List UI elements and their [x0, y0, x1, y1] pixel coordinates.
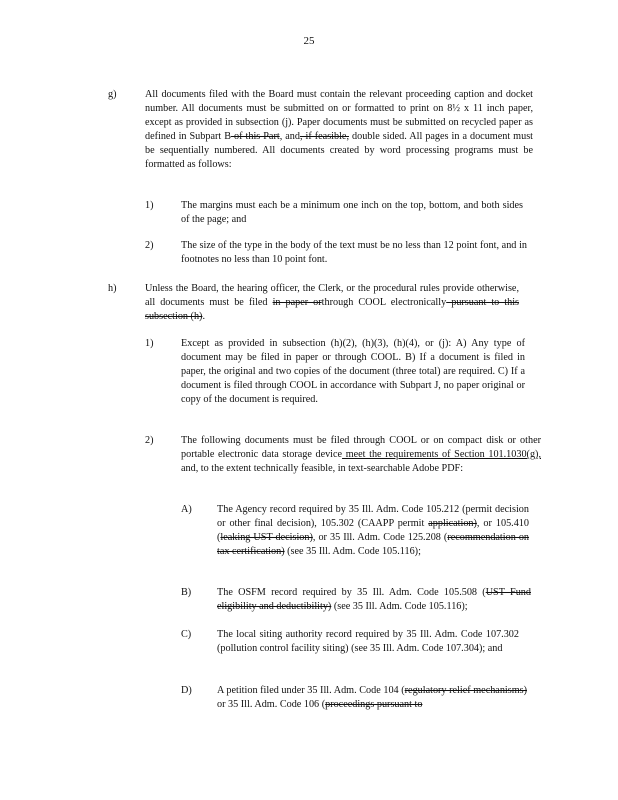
subitem-d-s2: proceedings pursuant to: [325, 699, 423, 710]
section-h-struck-2: pursuant to this subsection (h): [145, 297, 520, 322]
subitem-d-t2: or 35 Ill. Adm. Code 106 (: [217, 699, 326, 710]
section-h-paragraph: [145, 282, 519, 324]
section-g-label: g): [108, 89, 117, 100]
section-h-struck-1: in paper or: [272, 297, 322, 308]
subitem-a-t2: , or 105.410 (: [217, 518, 529, 543]
section-g-item-2-text: The size of the type in the body of the text must be no less than 12 point font, and in footnotes no less than 10 point font.: [181, 240, 527, 265]
section-g-item-2-label: 2): [145, 240, 154, 251]
section-h-text-2: through COOL electronically: [321, 297, 447, 308]
subitem-b-s1: UST Fund eligibility and deductibility): [217, 587, 531, 612]
subitem-a-text: [217, 503, 529, 559]
section-g-paragraph: [145, 88, 533, 172]
subitem-a-t1: The Agency record required by 35 Ill. Adm. Code 105.212 (permit decision or other final decision), 105.302 (CAAPP permit: [217, 504, 529, 529]
section-h-text-1: Unless the Board, the hearing officer, the Clerk, or the procedural rules provide otherwise, all documents must be filed: [145, 283, 519, 308]
page-number: 25: [303, 35, 315, 47]
subitem-a-t3: , or 35 Ill. Adm. Code 125.208 (: [312, 532, 448, 543]
subitem-c-text: The local siting authority record required by 35 Ill. Adm. Code 107.302 (pollution control facility siting) (see 35 Ill. Adm. Code 107.304); and: [217, 629, 519, 654]
section-h-item-1-label: 1): [145, 338, 154, 349]
subitem-d-t1: A petition filed under 35 Ill. Adm. Code 104 (: [217, 685, 405, 696]
subitem-d-text: [217, 684, 527, 712]
subitem-a-t4: (see 35 Ill. Adm. Code 105.116);: [284, 546, 421, 557]
section-h-item-2-text-b: and, to the extent technically feasible, in text-searchable Adobe PDF:: [181, 463, 464, 474]
section-g-item-1-text: The margins must each be a minimum one inch on the top, bottom, and both sides of the page; and: [181, 200, 523, 225]
section-h-item-2-label: 2): [145, 435, 154, 446]
subitem-a-s2: leaking UST decision): [220, 532, 313, 543]
section-g-text-3: double sided. All pages in a document must be sequentially numbered. All documents created by word processing programs must be formatted as follows:: [145, 131, 533, 170]
section-g-item-1-label: 1): [145, 200, 154, 211]
subitem-d-s1: regulatory relief mechanisms): [404, 685, 527, 696]
subitem-a-s1: application): [428, 518, 477, 529]
subitem-b-t1: The OSFM record required by 35 Ill. Adm. Code 105.508 (: [217, 587, 486, 598]
subitem-b-label: B): [181, 587, 192, 598]
section-g-struck-2: , if feasible,: [299, 131, 349, 142]
section-h-item-1-text: Except as provided in subsection (h)(2), (h)(3), (h)(4), or (j): A) Any type of document may be filed in paper or through COOL. B) If a document is filed in paper, the original and two copies of the document (three total) are required. C) If a document is filed through COOL in accordance with Subpart J, no paper original or copy of the document is required.: [181, 338, 525, 405]
subitem-d-label: D): [181, 685, 192, 696]
subitem-b-text: [217, 586, 531, 614]
subitem-a-label: A): [181, 504, 192, 515]
section-h-item-2-text-a: The following documents must be filed through COOL or on compact disk or other portable electronic data storage device: [181, 435, 541, 460]
subitem-a-s3: recommendation on tax certification): [217, 532, 530, 557]
section-g-text-1: All documents filed with the Board must contain the relevant proceeding caption and docket number. All documents must be submitted on or formatted to print on 8½ x 11 inch paper, except as provided in subsection (j). Paper documents must be submitted on recycled paper as defined in Subpart B: [145, 89, 533, 142]
section-g-struck-1: of this Part: [231, 131, 280, 142]
subitem-b-t2: (see 35 Ill. Adm. Code 105.116);: [331, 601, 468, 612]
section-g-text-2: , and: [279, 131, 300, 142]
subitem-c-label: C): [181, 629, 192, 640]
section-h-text-3: .: [202, 311, 205, 322]
section-h-item-2-underlined: meet the requirements of Section 101.1030(g),: [342, 449, 541, 460]
section-h-label: h): [108, 283, 117, 294]
section-h-item-2-text: [181, 434, 541, 476]
